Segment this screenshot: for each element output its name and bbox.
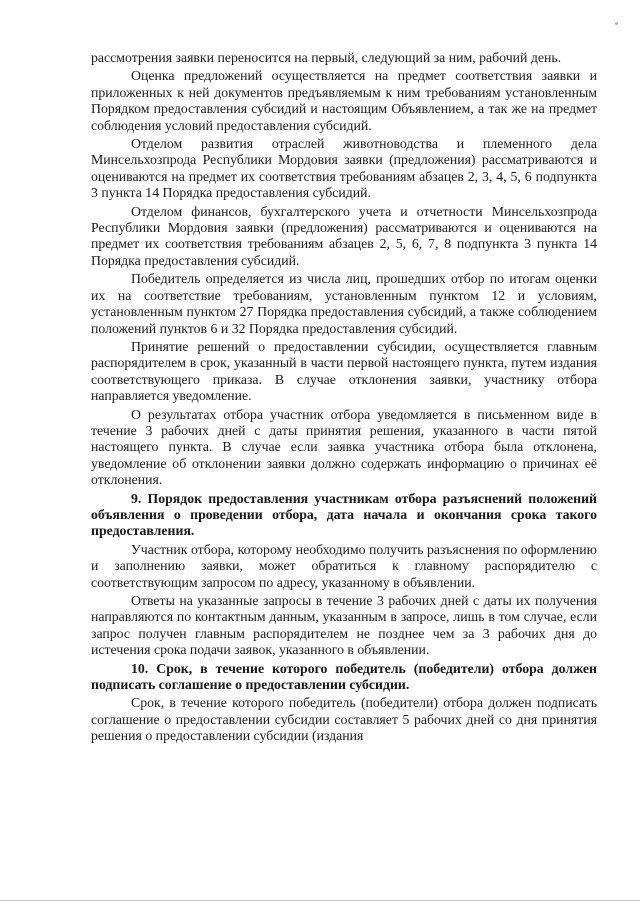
paragraph-finance-department: Отделом финансов, бухгалтерского учета и отчетности Минсельхозпрода Республики Мордовия заявки (предложения) рассматриваются и оцениваются на предмет их соответствия требованиям абзацев 2, 5, 6, 7, 8 подпункта 3 пункта 14 Порядка предоставления субсидий. [91, 203, 597, 268]
paragraph-clarification-request: Участник отбора, которому необходимо получить разъяснения по оформлению и заполнению заявки, может обратиться к главному распорядителю с соответствующим запросом по адресу, указанному в объявлении. [91, 541, 597, 590]
paragraph-decision-making: Принятие решений о предоставлении субсидии, осуществляется главным распорядителем в срок, указанный в части первой настоящего пункта, путем издания соответствующего приказа. В случае отклонения заявки, участнику отбора направляется уведомление. [91, 338, 597, 404]
document-page [91, 50, 597, 747]
paragraph-continuation: рассмотрения заявки переносится на первый, следующий за ним, рабочий день. [91, 50, 562, 65]
paragraph-signing-deadline: Срок, в течение которого победитель (победители) отбора должен подписать соглашение о предоставлении субсидии составляет 5 рабочих дней со дня принятия решения о предоставлении субсидии (издания [91, 695, 597, 744]
paragraph-notification: О результатах отбора участник отбора уведомляется в письменном виде в течение 3 рабочих дней с даты принятия решения, указанного в части пятой настоящего пункта. В случае если заявка участника отбора была отклонена, уведомление об отклонении заявки должно содержать информацию о причинах её отклонения. [91, 406, 597, 488]
paragraph-winner-determination: Победитель определяется из числа лиц, прошедших отбор по итогам оценки их на соответствие требованиям, установленным пунктом 12 и условиям, установленным пунктом 27 Порядка предоставления субсидий, а также соблюдением положений пунктов 6 и 32 Порядка предоставления субсидий. [91, 271, 597, 336]
paragraph-clarification-response: Ответы на указанные запросы в течение 3 рабочих дней с даты их получения направляются по контактным данным, указанным в запросе, лишь в том случае, если запрос получен главным распорядителем не позднее чем за 3 рабочих дня до истечения срока подачи заявок, указанного в объявлении. [91, 593, 597, 658]
paragraph-evaluation-subject: Оценка предложений осуществляется на предмет соответствия заявки и приложенных к ней документов предъявляемым к ним требованиям установленным Порядком предоставления субсидий и настоящим Объявлением, а так же на предмет соблюдения условий предоставления субсидий. [91, 68, 597, 133]
page-bottom-edge [0, 900, 640, 901]
section-heading-10: 10. Срок, в течение которого победитель (победители) отбора должен подписать соглашение о предоставлении субсидии. [91, 660, 597, 693]
section-heading-9: 9. Порядок предоставления участникам отбора разъяснений положений объявления о проведении отбора, дата начала и окончания срока такого предоставления. [91, 490, 597, 539]
paragraph-livestock-department: Отделом развития отраслей животноводства и племенного дела Минсельхозпрода Республики Мордовия заявки (предложения) рассматриваются и оцениваются на предмет их соответствия требованиям абзацев 2, 3, 4, 5, 6 подпункта 3 пункта 14 Порядка предоставления субсидий. [91, 136, 597, 201]
scan-speck [615, 22, 618, 25]
